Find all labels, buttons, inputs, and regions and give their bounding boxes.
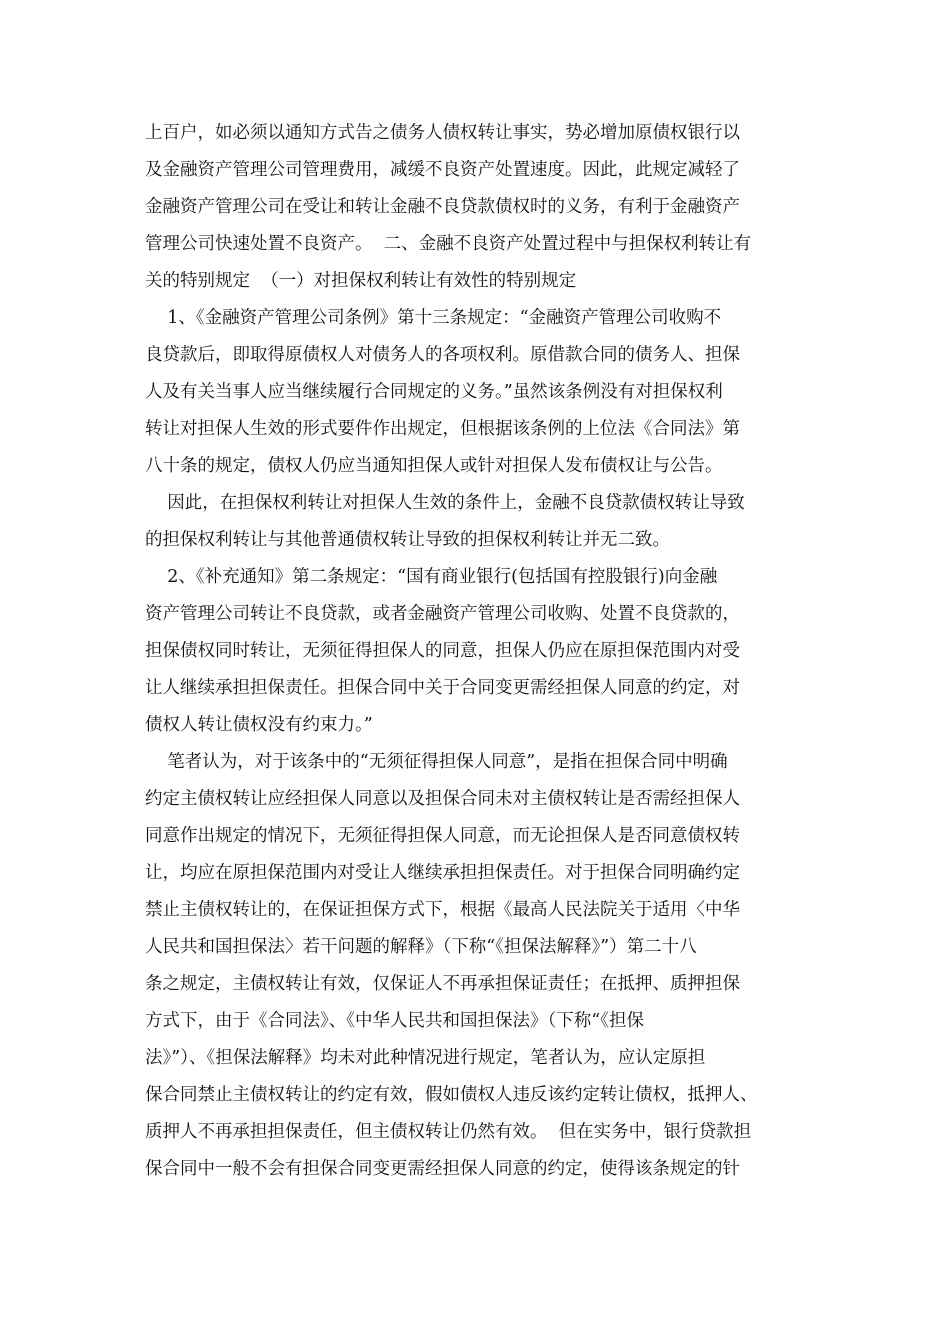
text-line: 八十条的规定，债权人仍应当通知担保人或针对担保人发布债权让与公告。 <box>145 456 723 476</box>
text-line: 保合同禁止主债权转让的约定有效，假如债权人违反该约定转让债权，抵押人、 <box>145 1085 758 1105</box>
text-line: 法》”）、《担保法解释》均未对此种情况进行规定，笔者认为，应认定原担 <box>145 1048 706 1068</box>
text-line: 上百户，如必须以通知方式告之债务人债权转让事实，势必增加原债权银行以 <box>145 123 740 143</box>
text-line: 1、《金融资产管理公司条例》第十三条规定：“金融资产管理公司收购不 <box>145 308 722 328</box>
text-line: 金融资产管理公司在受让和转让金融不良贷款债权时的义务，有利于金融资产 <box>145 197 740 217</box>
text-line: 笔者认为，对于该条中的“无须征得担保人同意”，是指在担保合同中明确 <box>145 752 728 772</box>
text-line: 因此，在担保权利转让对担保人生效的条件上，金融不良贷款债权转让导致 <box>145 493 745 513</box>
text-line: 的担保权利转让与其他普通债权转让导致的担保权利转让并无二致。 <box>145 530 670 550</box>
text-line: 转让对担保人生效的形式要件作出规定，但根据该条例的上位法《合同法》第 <box>145 419 740 439</box>
text-line: 保合同中一般不会有担保合同变更需经担保人同意的约定，使得该条规定的针 <box>145 1159 740 1179</box>
text-line: 及金融资产管理公司管理费用，减缓不良资产处置速度。因此，此规定减轻了 <box>145 160 740 180</box>
text-line: 约定主债权转让应经担保人同意以及担保合同未对主债权转让是否需经担保人 <box>145 789 740 809</box>
text-line: 条之规定，主债权转让有效，仅保证人不再承担保证责任；在抵押、质押担保 <box>145 974 740 994</box>
text-line: 管理公司快速处置不良资产。 二、金融不良资产处置过程中与担保权利转让有 <box>145 234 752 254</box>
text-line: 担保债权同时转让，无须征得担保人的同意，担保人仍应在原担保范围内对受 <box>145 641 740 661</box>
text-line: 方式下，由于《合同法》、《中华人民共和国担保法》（下称“《担保 <box>145 1011 644 1031</box>
text-line: 同意作出规定的情况下，无须征得担保人同意，而无论担保人是否同意债权转 <box>145 826 740 846</box>
text-line: 良贷款后，即取得原债权人对债务人的各项权利。原借款合同的债务人、担保 <box>145 345 740 365</box>
text-line: 人民共和国担保法〉若干问题的解释》（下称“《担保法解释》”）第二十八 <box>145 937 697 957</box>
text-line: 人及有关当事人应当继续履行合同规定的义务。”虽然该条例没有对担保权利 <box>145 382 723 402</box>
text-line: 让人继续承担担保责任。担保合同中关于合同变更需经担保人同意的约定，对 <box>145 678 740 698</box>
text-line: 关的特别规定 （一）对担保权利转让有效性的特别规定 <box>145 271 577 291</box>
text-line: 禁止主债权转让的，在保证担保方式下，根据《最高人民法院关于适用〈中华 <box>145 900 740 920</box>
text-line: 资产管理公司转让不良贷款，或者金融资产管理公司收购、处置不良贷款的， <box>145 604 740 624</box>
text-line: 2、《补充通知》第二条规定：“国有商业银行(包括国有控股银行)向金融 <box>145 567 718 587</box>
text-line: 债权人转让债权没有约束力。” <box>145 715 373 735</box>
text-line: 质押人不再承担担保责任，但主债权转让仍然有效。 但在实务中，银行贷款担 <box>145 1122 752 1142</box>
text-line: 让，均应在原担保范围内对受让人继续承担担保责任。对于担保合同明确约定 <box>145 863 740 883</box>
